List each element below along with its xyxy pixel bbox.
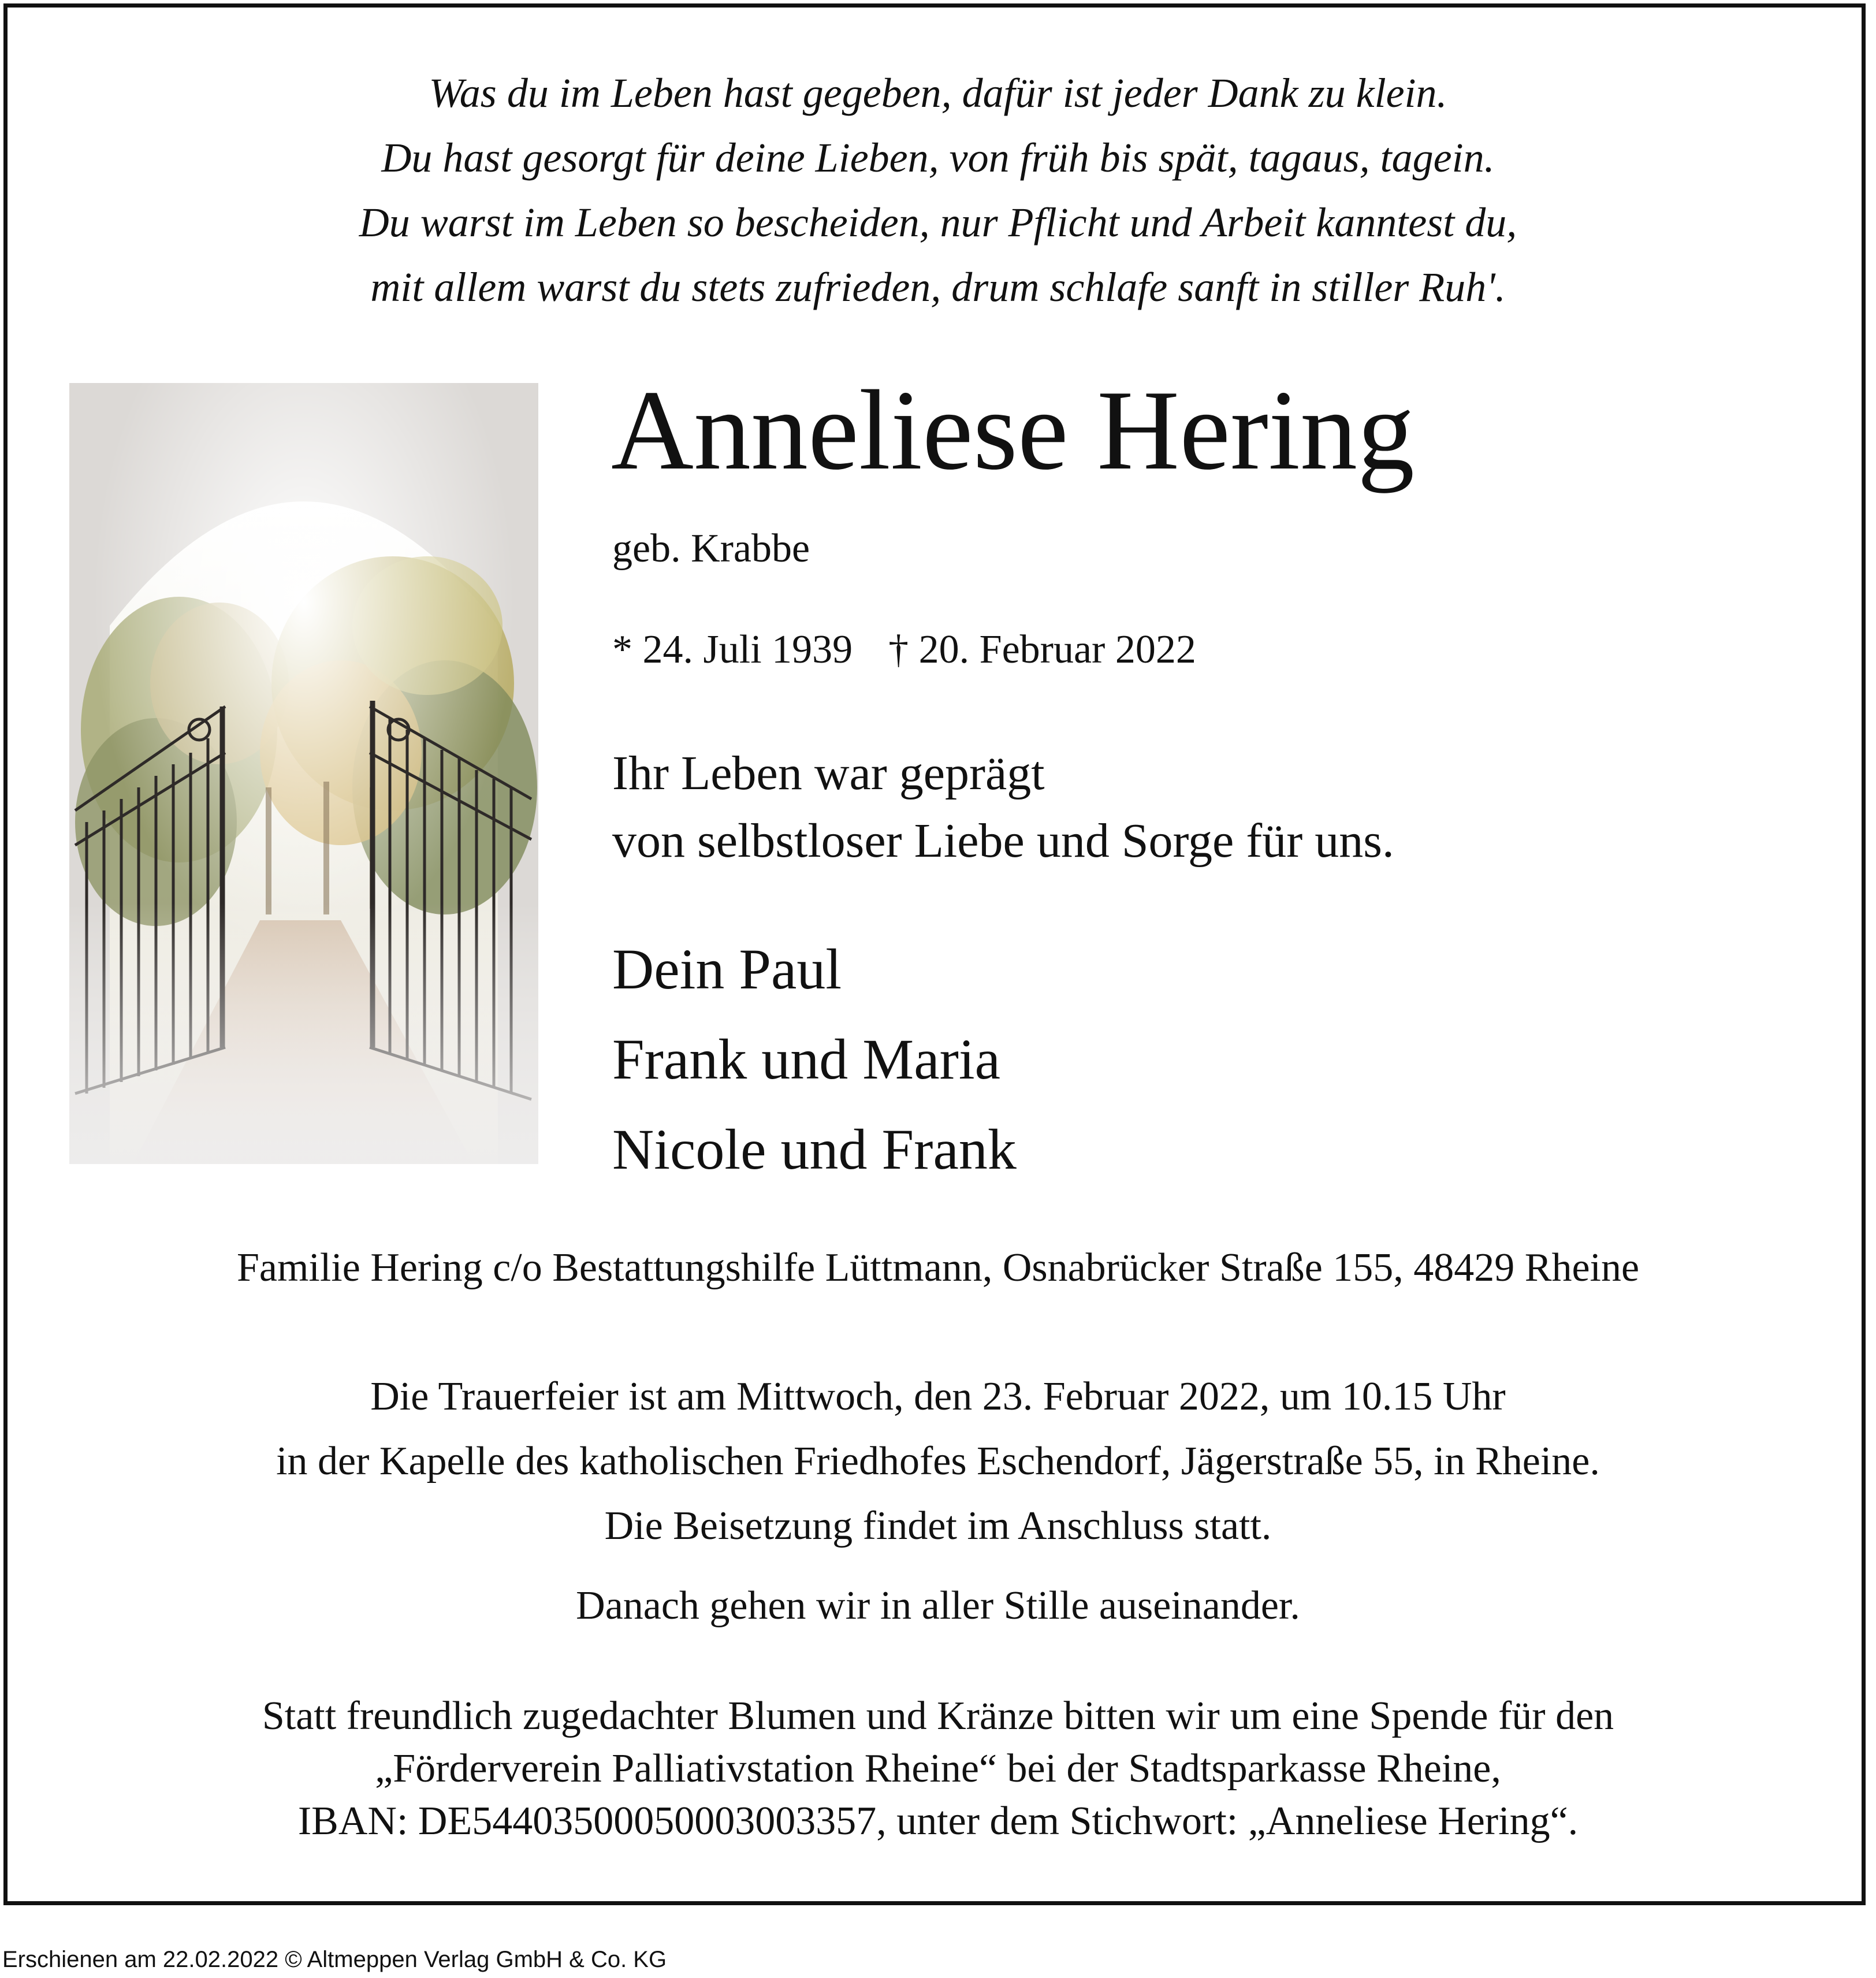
gate-illustration xyxy=(69,383,538,1164)
donation-line: „Förderverein Palliativstation Rheine“ bei der Stadtsparkasse Rheine, xyxy=(375,1746,1501,1791)
poem-line: Du hast gesorgt für deine Lieben, von früh bis spät, tagaus, tagein. xyxy=(381,135,1495,181)
service-line: Die Trauerfeier ist am Mittwoch, den 23. Februar 2022, um 10.15 Uhr xyxy=(370,1374,1506,1419)
motto-line: von selbstloser Liebe und Sorge für uns. xyxy=(612,814,1394,868)
donation-line: Statt freundlich zugedachter Blumen und Kränze bitten wir um eine Spende für den xyxy=(262,1694,1614,1738)
motto-line: Ihr Leben war geprägt xyxy=(612,746,1045,800)
poem-line: Du warst im Leben so bescheiden, nur Pflicht und Arbeit kanntest du, xyxy=(359,199,1517,246)
mourner: Dein Paul xyxy=(612,937,842,1001)
birth-date: * 24. Juli 1939 xyxy=(612,627,853,672)
family-address: Familie Hering c/o Bestattungshilfe Lüttmann, Osnabrücker Straße 155, 48429 Rheine xyxy=(236,1245,1640,1290)
motto xyxy=(612,739,1394,875)
mourners-list xyxy=(612,924,1017,1195)
life-dates xyxy=(612,624,1196,676)
mourner: Nicole und Frank xyxy=(612,1117,1017,1181)
poem xyxy=(0,61,1876,319)
mourner: Frank und Maria xyxy=(612,1027,1001,1091)
service-after-note: Danach gehen wir in aller Stille auseinander. xyxy=(576,1583,1300,1628)
funeral-service-info xyxy=(0,1364,1876,1638)
service-line: in der Kapelle des katholischen Friedhofes Eschendorf, Jägerstraße 55, in Rheine. xyxy=(276,1439,1600,1484)
deceased-name: Anneliese Hering xyxy=(611,367,1415,493)
donation-request xyxy=(0,1690,1876,1847)
birth-name: geb. Krabbe xyxy=(612,526,810,571)
service-line: Die Beisetzung findet im Anschluss statt. xyxy=(604,1504,1272,1548)
poem-line: Was du im Leben hast gegeben, dafür ist jeder Dank zu klein. xyxy=(429,70,1447,116)
donation-line: IBAN: DE54403500050003003357, unter dem Stichwort: „Anneliese Hering“. xyxy=(297,1799,1579,1843)
death-date: † 20. Februar 2022 xyxy=(888,627,1196,672)
poem-line: mit allem warst du stets zufrieden, drum schlafe sanft in stiller Ruh'. xyxy=(370,264,1506,310)
publication-footer: Erschienen am 22.02.2022 © Altmeppen Verlag GmbH & Co. KG xyxy=(2,1947,667,1972)
